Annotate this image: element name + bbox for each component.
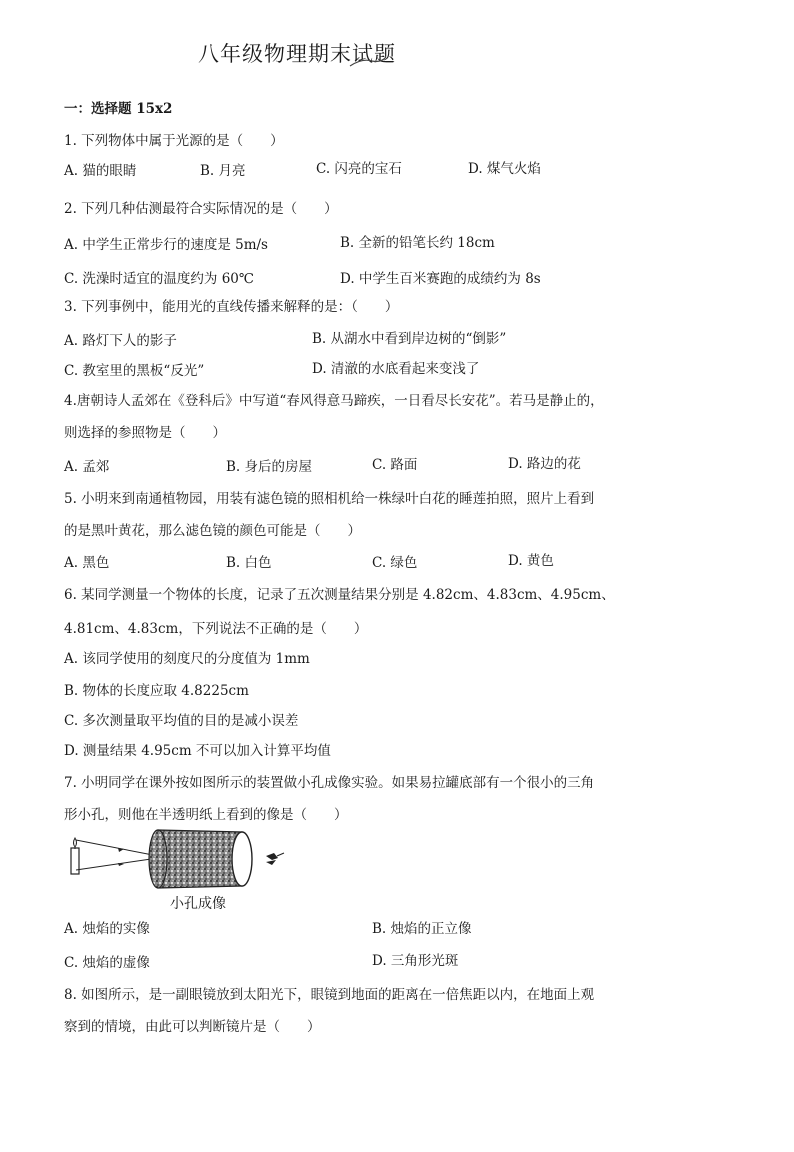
question-6-stem-line1: 6. 某同学测量一个物体的长度，记录了五次测量结果分别是 4.82cm、4.83cm、4.95cm、	[64, 587, 615, 603]
q6-option-c: C. 多次测量取平均值的目的是减小误差	[64, 713, 299, 729]
title-underline-mark	[348, 52, 388, 70]
q4-option-d: D. 路边的花	[508, 456, 581, 472]
q4-option-a: A. 孟郊	[64, 459, 110, 475]
q5-option-a: A. 黑色	[64, 555, 110, 571]
q4-option-b: B. 身后的房屋	[226, 459, 313, 475]
q6-option-d: D. 测量结果 4.95cm 不可以加入计算平均值	[64, 743, 331, 759]
question-7-stem-line2: 形小孔，则他在半透明纸上看到的像是（ ）	[64, 807, 348, 823]
question-5-stem-line1: 5. 小明来到南通植物园，用装有滤色镜的照相机给一株绿叶白花的睡莲拍照，照片上看到	[64, 491, 595, 507]
q5-option-b: B. 白色	[226, 555, 272, 571]
question-4-stem-line1: 4.唐朝诗人孟郊在《登科后》中写道“春风得意马蹄疾，一日看尽长安花”。若马是静止的，	[64, 393, 604, 409]
question-3-stem: 3. 下列事例中，能用光的直线传播来解释的是：（ ）	[64, 299, 399, 315]
q4-option-c: C. 路面	[372, 457, 418, 473]
eye-icon	[266, 853, 284, 865]
can-body	[149, 830, 252, 888]
q3-option-b: B. 从湖水中看到岸边树的“倒影”	[312, 331, 507, 347]
q6-option-b: B. 物体的长度应取 4.8225cm	[64, 683, 249, 699]
question-2-stem: 2. 下列几种估测最符合实际情况的是（ ）	[64, 201, 338, 217]
section-heading: 一：选择题 15x2	[64, 101, 173, 117]
figure-caption: 小孔成像	[170, 896, 226, 912]
q2-option-b: B. 全新的铅笔长约 18cm	[340, 235, 495, 251]
q5-option-c: C. 绿色	[372, 555, 418, 571]
q3-option-a: A. 路灯下人的影子	[64, 333, 177, 349]
question-8-stem-line1: 8. 如图所示，是一副眼镜放到太阳光下，眼镜到地面的距离在一倍焦距以内，在地面上观	[64, 987, 595, 1003]
q3-option-c: C. 教室里的黑板“反光”	[64, 363, 205, 379]
q1-option-a: A. 猫的眼睛	[64, 163, 137, 179]
q1-option-c: C. 闪亮的宝石	[316, 161, 402, 177]
q2-option-d: D. 中学生百米赛跑的成绩约为 8s	[340, 271, 541, 287]
q3-option-d: D. 清澈的水底看起来变浅了	[312, 361, 480, 377]
q7-option-d: D. 三角形光斑	[372, 953, 459, 969]
q7-option-c: C. 烛焰的虚像	[64, 955, 150, 971]
question-4-stem-line2: 则选择的参照物是（ ）	[64, 425, 226, 441]
pinhole-camera-diagram	[66, 826, 306, 890]
question-7-stem-line1: 7. 小明同学在课外按如图所示的装置做小孔成像实验。如果易拉罐底部有一个很小的三角	[64, 775, 595, 791]
question-1-stem: 1. 下列物体中属于光源的是（ ）	[64, 133, 284, 149]
q1-option-d: D. 煤气火焰	[468, 161, 541, 177]
question-6-stem-line2: 4.81cm、4.83cm，下列说法不正确的是（ ）	[64, 621, 368, 637]
q6-option-a: A. 该同学使用的刻度尺的分度值为 1mm	[64, 651, 310, 667]
question-8-stem-line2: 察到的情境，由此可以判断镜片是（ ）	[64, 1019, 321, 1035]
q1-option-b: B. 月亮	[200, 163, 246, 179]
q7-option-b: B. 烛焰的正立像	[372, 921, 472, 937]
candle-icon	[71, 838, 79, 874]
q7-option-a: A. 烛焰的实像	[64, 921, 150, 937]
question-5-stem-line2: 的是黑叶黄花，那么滤色镜的颜色可能是（ ）	[64, 523, 361, 539]
q2-option-a: A. 中学生正常步行的速度是 5m/s	[64, 237, 268, 253]
q5-option-d: D. 黄色	[508, 553, 554, 569]
exam-title: 八年级物理期末试题	[198, 42, 396, 66]
q2-option-c: C. 洗澡时适宜的温度约为 60℃	[64, 271, 255, 287]
